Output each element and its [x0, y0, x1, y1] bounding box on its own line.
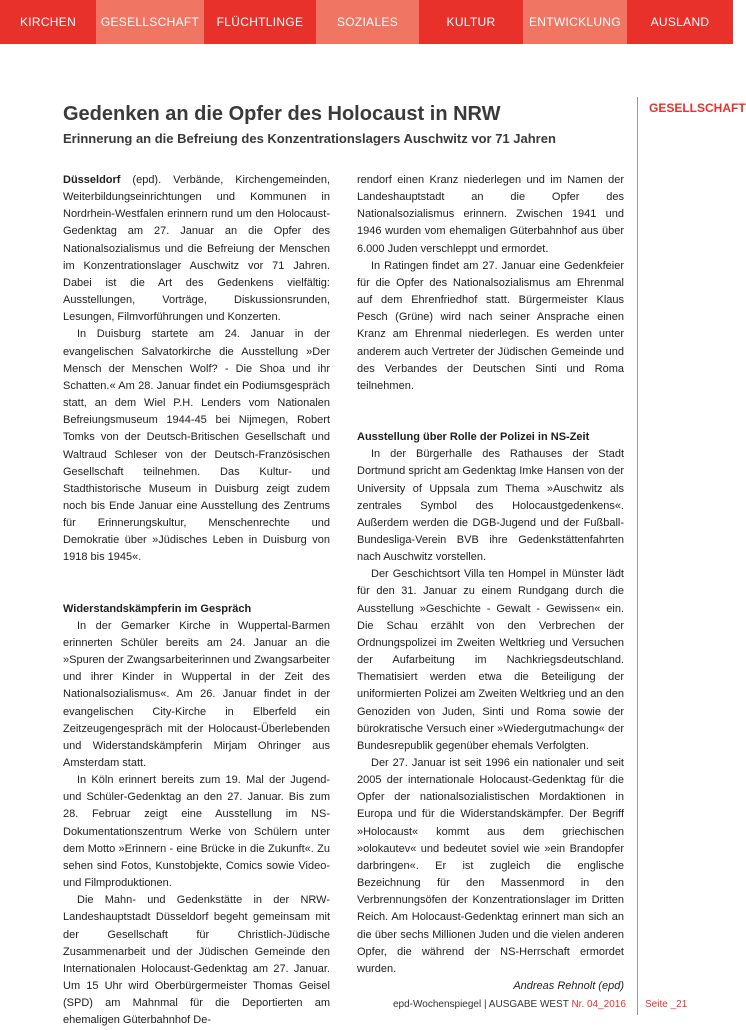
paragraph: In der Bürgerhalle des Rathauses der Stadt Dortmund spricht am Gedenktag Imke Hansen von der University of Uppsala zum Thema »Auschwitz als zentrales Symbol des Holocaustgedenkens«. Außerdem werden die DGB-Jugend und der Fußball-Bundesliga-Verein BVB ihre Gedenkstättenfahrten nach Auschwitz vorstellen.: [357, 448, 624, 564]
nav-soziales[interactable]: SOZIALES: [316, 0, 419, 44]
paragraph: In Duisburg startete am 24. Januar in der evangelischen Salvatorkirche die Ausstellung »Der Mensch der Menschen Wolf? - Die Shoa und ihr Schatten.« Am 28. Januar findet ein Podiumsgespräch statt, an dem Wiel P.H. Lenders vom Nationalen Befreiungsmuseum 1944-45 bei Nijmegen, Robert Tomks von der Deutsch-Britischen Gesellschaft und Waltraud Schleser von der Deutsch-Französischen Gesellschaft teilnehmen. Das Kultur- und Stadthistorische Museum in Duisburg zeigt zudem noch bis Ende Januar eine Ausstellung des Zentrums für Erinnerungskultur, Menschenrechte und Demokratie über »Jüdisches Leben in Duisburg von 1918 bis 1945«.: [63, 328, 330, 564]
nav-kultur[interactable]: KULTUR: [419, 0, 523, 44]
page-number: Seite _21: [645, 999, 688, 1010]
paragraph: In der Gemarker Kirche in Wuppertal-Barmen erinnerten Schüler bereits am 24. Januar an die »Spuren der Zwangsarbeiterinnen und Zwangsarbeiter und ihrer Kinder in Wuppertal in der Zeit des Nationalsozialismus«. Am 26. Januar findet in der evangelischen City-Kirche in Elberfeld ein Zeitzeugengespräch mit der Holocaust-Überlebenden und Widerstandskämpferin Mirjam Ohringer aus Amsterdam statt.: [63, 619, 330, 769]
section-label: GESELLSCHAFT: [649, 101, 746, 115]
footer-publication: [393, 999, 626, 1010]
paragraph: rendorf einen Kranz niederlegen und im Namen der Landeshauptstadt an die Opfer des Nationalsozialismus erinnern. Zwischen 1941 und 1946 wurden vom ehemaligen Güterbahnhof aus über 6.000 Juden verschleppt und ermordet.: [357, 174, 624, 255]
paragraph: Der 27. Januar ist seit 1996 ein nationaler und seit 2005 der internationale Holocaust-Gedenktag für die Opfer der nationalsozialistischen Mordaktionen in Europa und für die Widerstandskämpfer. Der Begriff »Holocaust« kommt aus dem griechischen »olokautev« und bedeutet soviel wie »ein Brandopfer darbringen«. Er ist zugleich die englische Bezeichnung für den Massenmord in den Verbrennungsöfen der Konzentrationslager im Dritten Reich. Am Holocaust-Gedenktag erinnert man sich an die über sechs Millionen Juden und die vielen anderen Opfer, die während der NS-Herrschaft ermordet wurden.: [357, 757, 624, 975]
article-column-left: [63, 172, 330, 1030]
nav-entwicklung[interactable]: ENTWICKLUNG: [523, 0, 627, 44]
paragraph: Die Mahn- und Gedenkstätte in der NRW-Landeshauptstadt Düsseldorf begeht gemeinsam mit der Gesellschaft für Christlich-Jüdische Zusammenarbeit und der Jüdischen Gemeinde den Internationalen Holocaust-Gedenktag am 27. Januar. Um 15 Uhr wird Oberbürgermeister Thomas Geisel (SPD) am Mahnmal für die Deportierten am ehemaligen Güterbahnhof De-: [63, 894, 330, 1027]
top-navigation: [0, 0, 733, 44]
nav-ausland[interactable]: AUSLAND: [627, 0, 733, 44]
article-title: Gedenken an die Opfer des Holocaust in NRW: [63, 103, 501, 125]
paragraph: Der Geschichtsort Villa ten Hompel in Münster lädt für den 31. Januar zu einem Rundgang durch die Ausstellung »Geschichte - Gewalt - Gewissen« ein. Die Schau erzählt von den Verbrechen der Ordnungspolizei im Zweiten Weltkrieg und Versuchen der Aufarbeitung im Nachkriegsdeutschland. Thematisiert werden etwa die Beteiligung der uniformierten Polizei am Zweiten Weltkrieg und an den Genoziden von Juden, Sinti und Roma sowie der bürokratische Versuch einer »Wiedergutmachung« der Bundesrepublik gegenüber ehemals Verfolgten.: [357, 568, 624, 752]
dateline: Düsseldorf: [63, 174, 121, 186]
nav-kirchen[interactable]: KIRCHEN: [0, 0, 96, 44]
nav-fluechtlinge[interactable]: FLÜCHTLINGE: [204, 0, 316, 44]
paragraph: In Ratingen findet am 27. Januar eine Gedenkfeier für die Opfer des Nationalsozialismus am Ehrenmal auf dem Ehrenfriedhof statt. Bürgermeister Klaus Pesch (Grüne) wird nach seiner Ansprache einen Kranz am Ehrenmal niederlegen. Es werden unter anderem auch Vertreter der Jüdischen Gemeinde und des Verbandes der Deutschen Sinti und Roma teilnehmen.: [357, 259, 624, 392]
paragraph: In Köln erinnert bereits zum 19. Mal der Jugend- und Schüler-Gedenktag an den 27. Januar. Bis zum 28. Februar zeigt eine Ausstellung im NS-Dokumentationszentrum Werke von Schülern unter dem Motto »Erinnern - eine Brücke in die Zukunft«. Zu sehen sind Fotos, Kunstobjekte, Comics sowie Video- und Filmproduktionen.: [63, 774, 330, 890]
subheading: Widerstandskämpferin im Gespräch: [63, 602, 252, 615]
article-subtitle: Erinnerung an die Befreiung des Konzentrationslagers Auschwitz vor 71 Jahren: [63, 131, 556, 146]
paragraph: Düsseldorf (epd). Verbände, Kirchengemeinden, Weiterbildungseinrichtungen und Kommunen in Nordrhein-Westfalen erinnern rund um den Holocaust-Gedenktag am 27. Januar an die Opfer des Nationalsozialismus und die Befreiung der Menschen im Konzentrationslager Auschwitz vor 71 Jahren. Dabei ist die Art des Gedenkens vielfältig: Ausstellungen, Vorträge, Diskussionsrunden, Lesungen, Filmvorführungen und Konzerten.: [63, 174, 330, 324]
publication-name: epd-Wochenspiegel | AUSGABE WEST: [393, 999, 572, 1010]
issue-number: Nr. 04_2016: [571, 999, 626, 1010]
nav-gesellschaft[interactable]: GESELLSCHAFT: [96, 0, 204, 44]
column-divider: [637, 97, 638, 1015]
subheading: Ausstellung über Rolle der Polizei in NS-Zeit: [357, 431, 590, 444]
author-signature: Andreas Rehnolt (epd): [513, 980, 624, 993]
article-column-right: [357, 172, 624, 995]
